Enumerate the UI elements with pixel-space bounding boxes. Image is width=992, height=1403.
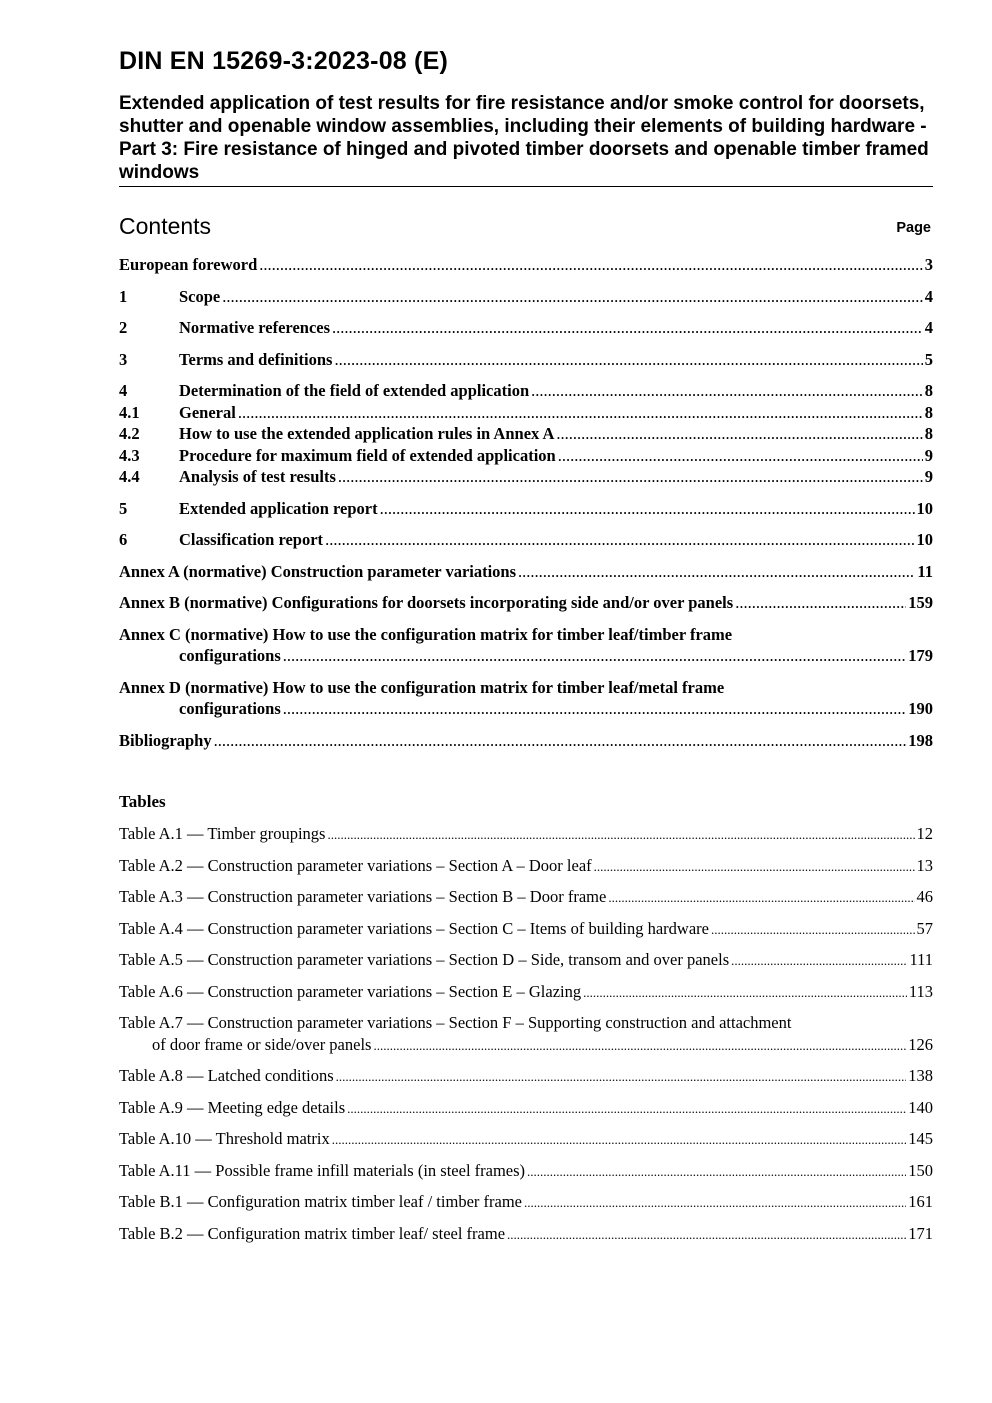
toc-entry-label: Annex C (normative) How to use the configuration matrix for timber leaf/timber frame	[119, 624, 733, 644]
toc-entry-page: 3	[924, 255, 933, 274]
leader-dots	[327, 823, 914, 846]
document-page	[119, 44, 933, 1244]
toc-entry[interactable]	[119, 466, 933, 488]
table-entry[interactable]	[119, 1097, 933, 1119]
toc-entry[interactable]	[119, 349, 933, 371]
toc-entry-label: Procedure for maximum field of extended application	[179, 445, 556, 465]
table-entry[interactable]	[119, 1065, 933, 1087]
toc-entry-number: 4.4	[119, 467, 140, 486]
leader-dots	[507, 1223, 906, 1246]
toc-entry-page: 8	[924, 402, 933, 422]
toc-entry[interactable]	[119, 624, 933, 646]
leader-dots	[531, 380, 923, 402]
leader-dots	[711, 918, 915, 941]
toc-entry[interactable]	[119, 677, 933, 699]
leader-dots	[332, 317, 923, 339]
toc-entry-page: 159	[908, 593, 933, 612]
toc-entry-page: 8	[924, 381, 933, 400]
table-entry-label: Table B.2 — Configuration matrix timber leaf/ steel frame	[119, 1223, 506, 1243]
toc-entry-continuation[interactable]	[119, 645, 933, 667]
toc-entry-label: Bibliography	[119, 730, 212, 750]
table-entry-label: Table A.9 — Meeting edge details	[119, 1097, 346, 1117]
table-entry-page: 138	[908, 1066, 933, 1085]
toc-entry-page: 11	[917, 561, 933, 581]
toc-entry[interactable]	[119, 286, 933, 308]
leader-dots	[594, 855, 915, 878]
leader-dots	[283, 698, 906, 720]
toc-entry[interactable]	[119, 730, 933, 752]
toc-entry-number: 5	[119, 498, 128, 518]
toc-entry-label: General	[179, 402, 236, 422]
leader-dots	[735, 592, 906, 614]
toc-entry-number: 4.3	[119, 445, 140, 465]
table-entry-continuation[interactable]	[119, 1034, 933, 1056]
leader-dots	[583, 981, 907, 1004]
table-entry-label: Table A.4 — Construction parameter variations – Section C – Items of building hardware	[119, 918, 709, 938]
table-entry[interactable]	[119, 1012, 933, 1034]
table-entry-page: 140	[908, 1097, 933, 1117]
table-entry-page: 113	[908, 981, 933, 1001]
toc-entry[interactable]	[119, 592, 933, 614]
leader-dots	[238, 402, 923, 424]
table-entry-label: Table A.6 — Construction parameter variations – Section E – Glazing	[119, 981, 582, 1001]
toc-entry-label: Normative references	[179, 318, 331, 337]
leader-dots	[556, 423, 922, 445]
toc-entry-label-continued: configurations	[179, 646, 281, 665]
toc-entry-page: 8	[924, 424, 933, 443]
toc-entry-number: 4.1	[119, 402, 140, 422]
table-entry[interactable]	[119, 918, 933, 940]
leader-dots	[283, 645, 906, 667]
toc-entry-label: European foreword	[119, 255, 258, 274]
toc-entry[interactable]	[119, 498, 933, 520]
toc-entry-number: 6	[119, 530, 128, 549]
leader-dots	[222, 286, 923, 308]
leader-dots	[332, 1128, 907, 1151]
toc-entry-page: 9	[924, 445, 933, 465]
toc-entry-page: 190	[908, 699, 933, 718]
leader-dots	[259, 254, 922, 276]
table-entry[interactable]	[119, 823, 933, 845]
toc-entry-page: 4	[924, 286, 933, 306]
leader-dots	[380, 498, 915, 520]
table-entry-page: 13	[916, 855, 933, 875]
table-entry-label: Table A.3 — Construction parameter variations – Section B – Door frame	[119, 887, 607, 906]
toc-entry-label: Scope	[179, 286, 221, 306]
table-entry[interactable]	[119, 1160, 933, 1182]
leader-dots	[608, 886, 914, 909]
contents-heading: Contents	[119, 213, 212, 239]
leader-dots	[325, 529, 914, 551]
leader-dots	[527, 1160, 906, 1183]
leader-dots	[558, 445, 923, 467]
table-entry-page: 171	[908, 1223, 933, 1243]
toc-entry-label: How to use the extended application rules in Annex A	[179, 424, 555, 443]
toc-entry-page: 10	[916, 530, 933, 549]
toc-entry-page: 9	[924, 467, 933, 486]
leader-dots	[373, 1034, 906, 1057]
list-of-tables	[119, 823, 933, 1244]
table-entry-label-continued: of door frame or side/over panels	[152, 1034, 372, 1054]
toc-entry-label: Determination of the field of extended application	[179, 381, 530, 400]
table-entry-label: Table A.7 — Construction parameter variations – Section F – Supporting construction and attachment	[119, 1013, 792, 1032]
contents-header	[119, 213, 933, 243]
table-entry-label: Table A.8 — Latched conditions	[119, 1066, 334, 1085]
table-of-contents	[119, 254, 933, 751]
leader-dots	[731, 949, 907, 972]
table-entry[interactable]	[119, 886, 933, 908]
toc-entry[interactable]	[119, 402, 933, 424]
toc-entry-label: Annex D (normative) How to use the configuration matrix for timber leaf/metal frame	[119, 677, 725, 697]
toc-entry-number: 2	[119, 318, 128, 337]
tables-heading: Tables	[119, 792, 166, 811]
toc-entry-label: Terms and definitions	[179, 349, 333, 369]
toc-entry[interactable]	[119, 254, 933, 276]
table-entry-page: 111	[909, 950, 933, 969]
table-entry[interactable]	[119, 949, 933, 971]
document-title: Extended application of test results for fire resistance and/or smoke control for doorsets, shutter and openable window assemblies, including their elements of building hardware - Part 3: Fire resistance of hinged and pivoted timber doorsets and openable timber framed windows	[119, 92, 933, 187]
table-entry-page: 126	[908, 1034, 933, 1054]
toc-entry[interactable]	[119, 445, 933, 467]
toc-entry[interactable]	[119, 561, 933, 583]
table-entry-page: 150	[908, 1160, 933, 1180]
table-entry-label: Table A.5 — Construction parameter variations – Section D – Side, transom and over panels	[119, 950, 730, 969]
leader-dots	[334, 349, 922, 371]
toc-entry-number: 3	[119, 349, 128, 369]
toc-entry-page: 10	[916, 498, 933, 518]
table-entry-page: 161	[908, 1192, 933, 1211]
leader-dots	[518, 561, 915, 583]
toc-entry[interactable]	[119, 529, 933, 551]
table-entry[interactable]	[119, 1191, 933, 1213]
toc-entry-page: 4	[924, 318, 933, 337]
page-column-label: Page	[896, 220, 931, 236]
table-entry[interactable]	[119, 855, 933, 877]
toc-entry-number: 1	[119, 286, 128, 306]
table-entry-label: Table A.10 — Threshold matrix	[119, 1129, 330, 1148]
toc-entry-continuation[interactable]	[119, 698, 933, 720]
toc-entry-page: 179	[908, 646, 933, 665]
table-entry[interactable]	[119, 981, 933, 1003]
toc-entry[interactable]	[119, 423, 933, 445]
table-entry-page: 46	[916, 887, 933, 906]
toc-entry-label: Annex B (normative) Configurations for doorsets incorporating side and/or over panels	[119, 593, 734, 612]
table-entry-label: Table A.1 — Timber groupings	[119, 824, 326, 843]
leader-dots	[347, 1097, 906, 1120]
document-id: DIN EN 15269-3:2023-08 (E)	[119, 47, 448, 75]
toc-entry-label-continued: configurations	[179, 699, 281, 718]
toc-entry-page: 198	[908, 730, 933, 750]
leader-dots	[336, 1065, 907, 1088]
toc-entry-number: 4.2	[119, 424, 140, 443]
table-entry-page: 145	[908, 1129, 933, 1148]
toc-entry-label: Classification report	[179, 530, 324, 549]
table-entry[interactable]	[119, 1223, 933, 1245]
leader-dots	[524, 1191, 906, 1214]
toc-entry-label: Extended application report	[179, 498, 378, 518]
toc-entry[interactable]	[119, 317, 933, 339]
table-entry[interactable]	[119, 1128, 933, 1150]
table-entry-label: Table B.1 — Configuration matrix timber leaf / timber frame	[119, 1192, 522, 1211]
toc-entry-page: 5	[924, 349, 933, 369]
table-entry-page: 12	[916, 824, 933, 843]
toc-entry-label: Analysis of test results	[179, 467, 336, 486]
table-entry-label: Table A.11 — Possible frame infill materials (in steel frames)	[119, 1160, 526, 1180]
leader-dots	[338, 466, 923, 488]
toc-entry-label: Annex A (normative) Construction parameter variations	[119, 561, 517, 581]
table-entry-label: Table A.2 — Construction parameter variations – Section A – Door leaf	[119, 855, 592, 875]
leader-dots	[214, 730, 907, 752]
toc-entry-number: 4	[119, 381, 128, 400]
table-entry-page: 57	[916, 918, 933, 938]
toc-entry[interactable]	[119, 380, 933, 402]
